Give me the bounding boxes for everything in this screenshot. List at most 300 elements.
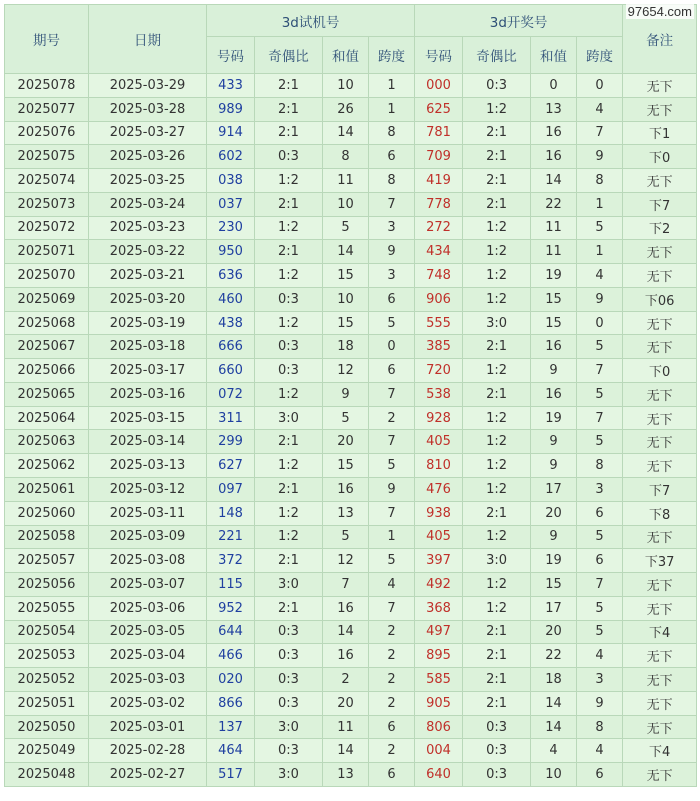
trial-number-cell: 438: [207, 311, 255, 335]
trial-sum-cell: 20: [323, 691, 369, 715]
draw-sum-cell: 9: [531, 454, 577, 478]
date-cell: 2025-03-07: [89, 573, 207, 597]
date-cell: 2025-03-25: [89, 169, 207, 193]
table-row: [5, 359, 697, 383]
draw-span-cell: 1: [577, 192, 623, 216]
trial-number-cell: 952: [207, 596, 255, 620]
draw-sum-cell: 15: [531, 287, 577, 311]
trial-span-cell: 7: [369, 382, 415, 406]
trial-sum-cell: 14: [323, 739, 369, 763]
period-cell: 2025058: [5, 525, 89, 549]
draw-span-cell: 5: [577, 620, 623, 644]
table-row: [5, 525, 697, 549]
remark-cell: 无下: [623, 763, 697, 787]
trial-sum-cell: 15: [323, 311, 369, 335]
trial-odd-even-cell: 0:3: [255, 359, 323, 383]
trial-odd-even-cell: 0:3: [255, 287, 323, 311]
trial-odd-even-cell: 3:0: [255, 763, 323, 787]
trial-span-cell: 9: [369, 478, 415, 502]
draw-number-cell: 000: [415, 74, 463, 98]
trial-span-cell: 2: [369, 691, 415, 715]
draw-number-cell: 640: [415, 763, 463, 787]
trial-span-cell: 7: [369, 192, 415, 216]
period-cell: 2025049: [5, 739, 89, 763]
draw-number-cell: 419: [415, 169, 463, 193]
trial-odd-even-cell: 3:0: [255, 573, 323, 597]
draw-odd-even-cell: 2:1: [463, 145, 531, 169]
table-row: [5, 192, 697, 216]
date-cell: 2025-03-24: [89, 192, 207, 216]
trial-number-cell: 311: [207, 406, 255, 430]
draw-number-cell: 397: [415, 549, 463, 573]
draw-sum-cell: 4: [531, 739, 577, 763]
trial-span-cell: 2: [369, 668, 415, 692]
trial-odd-even-cell: 2:1: [255, 192, 323, 216]
trial-sum-cell: 5: [323, 216, 369, 240]
remark-cell: 无下: [623, 311, 697, 335]
period-cell: 2025075: [5, 145, 89, 169]
date-cell: 2025-03-26: [89, 145, 207, 169]
table-row: [5, 335, 697, 359]
date-cell: 2025-02-27: [89, 763, 207, 787]
draw-span-cell: 3: [577, 668, 623, 692]
date-cell: 2025-03-16: [89, 382, 207, 406]
draw-sum-cell: 15: [531, 311, 577, 335]
trial-number-cell: 636: [207, 264, 255, 288]
draw-sum-cell: 14: [531, 691, 577, 715]
remark-cell: 下1: [623, 121, 697, 145]
table-row: [5, 739, 697, 763]
table-row: [5, 311, 697, 335]
trial-number-cell: 020: [207, 668, 255, 692]
trial-odd-even-cell: 2:1: [255, 97, 323, 121]
draw-sum-cell: 22: [531, 192, 577, 216]
header-period: 期号: [5, 5, 89, 74]
draw-span-cell: 6: [577, 549, 623, 573]
draw-span-cell: 5: [577, 382, 623, 406]
table-row: [5, 145, 697, 169]
draw-odd-even-cell: 2:1: [463, 691, 531, 715]
draw-number-cell: 781: [415, 121, 463, 145]
table-row: [5, 406, 697, 430]
draw-number-cell: 906: [415, 287, 463, 311]
remark-cell: 无下: [623, 335, 697, 359]
date-cell: 2025-03-20: [89, 287, 207, 311]
draw-span-cell: 7: [577, 359, 623, 383]
table-row: [5, 763, 697, 787]
table-row: [5, 430, 697, 454]
trial-odd-even-cell: 1:2: [255, 525, 323, 549]
draw-number-cell: 272: [415, 216, 463, 240]
draw-span-cell: 7: [577, 573, 623, 597]
date-cell: 2025-03-19: [89, 311, 207, 335]
date-cell: 2025-03-29: [89, 74, 207, 98]
trial-odd-even-cell: 0:3: [255, 644, 323, 668]
remark-cell: 无下: [623, 454, 697, 478]
trial-span-cell: 2: [369, 644, 415, 668]
trial-span-cell: 2: [369, 406, 415, 430]
table-row: [5, 74, 697, 98]
period-cell: 2025073: [5, 192, 89, 216]
draw-odd-even-cell: 2:1: [463, 501, 531, 525]
draw-span-cell: 5: [577, 430, 623, 454]
trial-number-cell: 666: [207, 335, 255, 359]
trial-number-cell: 466: [207, 644, 255, 668]
site-watermark: 97654.com: [627, 4, 692, 19]
draw-span-cell: 7: [577, 121, 623, 145]
header-trial-sum: 和值: [323, 37, 369, 74]
header-draw-odd-even: 奇偶比: [463, 37, 531, 74]
header-draw-number: 号码: [415, 37, 463, 74]
date-cell: 2025-02-28: [89, 739, 207, 763]
trial-sum-cell: 9: [323, 382, 369, 406]
period-cell: 2025055: [5, 596, 89, 620]
trial-sum-cell: 10: [323, 192, 369, 216]
trial-odd-even-cell: 3:0: [255, 715, 323, 739]
header-draw-group: 3d开奖号: [415, 5, 623, 37]
trial-sum-cell: 16: [323, 596, 369, 620]
trial-odd-even-cell: 2:1: [255, 596, 323, 620]
draw-sum-cell: 18: [531, 668, 577, 692]
header-draw-span: 跨度: [577, 37, 623, 74]
draw-sum-cell: 15: [531, 573, 577, 597]
draw-sum-cell: 16: [531, 145, 577, 169]
draw-odd-even-cell: 2:1: [463, 121, 531, 145]
period-cell: 2025074: [5, 169, 89, 193]
draw-sum-cell: 11: [531, 240, 577, 264]
draw-span-cell: 9: [577, 287, 623, 311]
draw-sum-cell: 14: [531, 169, 577, 193]
remark-cell: 无下: [623, 382, 697, 406]
draw-number-cell: 625: [415, 97, 463, 121]
date-cell: 2025-03-05: [89, 620, 207, 644]
draw-odd-even-cell: 3:0: [463, 549, 531, 573]
trial-span-cell: 5: [369, 454, 415, 478]
period-cell: 2025050: [5, 715, 89, 739]
draw-span-cell: 5: [577, 216, 623, 240]
remark-cell: 无下: [623, 264, 697, 288]
draw-number-cell: 748: [415, 264, 463, 288]
draw-odd-even-cell: 1:2: [463, 478, 531, 502]
trial-span-cell: 4: [369, 573, 415, 597]
draw-odd-even-cell: 3:0: [463, 311, 531, 335]
date-cell: 2025-03-03: [89, 668, 207, 692]
trial-number-cell: 866: [207, 691, 255, 715]
draw-sum-cell: 20: [531, 501, 577, 525]
period-cell: 2025062: [5, 454, 89, 478]
draw-odd-even-cell: 0:3: [463, 74, 531, 98]
remark-cell: 无下: [623, 691, 697, 715]
draw-sum-cell: 14: [531, 715, 577, 739]
trial-odd-even-cell: 2:1: [255, 74, 323, 98]
draw-odd-even-cell: 2:1: [463, 382, 531, 406]
trial-span-cell: 6: [369, 145, 415, 169]
draw-number-cell: 538: [415, 382, 463, 406]
trial-odd-even-cell: 1:2: [255, 454, 323, 478]
remark-cell: 下4: [623, 739, 697, 763]
period-cell: 2025061: [5, 478, 89, 502]
trial-sum-cell: 12: [323, 359, 369, 383]
trial-sum-cell: 5: [323, 525, 369, 549]
draw-odd-even-cell: 0:3: [463, 763, 531, 787]
date-cell: 2025-03-02: [89, 691, 207, 715]
trial-span-cell: 6: [369, 715, 415, 739]
draw-span-cell: 6: [577, 501, 623, 525]
draw-odd-even-cell: 1:2: [463, 525, 531, 549]
trial-sum-cell: 5: [323, 406, 369, 430]
draw-odd-even-cell: 2:1: [463, 335, 531, 359]
date-cell: 2025-03-12: [89, 478, 207, 502]
trial-odd-even-cell: 2:1: [255, 240, 323, 264]
trial-odd-even-cell: 0:3: [255, 335, 323, 359]
trial-span-cell: 1: [369, 97, 415, 121]
remark-cell: 下0: [623, 359, 697, 383]
trial-sum-cell: 16: [323, 644, 369, 668]
draw-span-cell: 0: [577, 311, 623, 335]
trial-number-cell: 989: [207, 97, 255, 121]
table-row: [5, 620, 697, 644]
draw-span-cell: 8: [577, 169, 623, 193]
date-cell: 2025-03-04: [89, 644, 207, 668]
trial-sum-cell: 13: [323, 501, 369, 525]
draw-number-cell: 928: [415, 406, 463, 430]
trial-odd-even-cell: 0:3: [255, 145, 323, 169]
remark-cell: 下4: [623, 620, 697, 644]
draw-odd-even-cell: 2:1: [463, 644, 531, 668]
draw-sum-cell: 19: [531, 406, 577, 430]
trial-odd-even-cell: 1:2: [255, 311, 323, 335]
period-cell: 2025072: [5, 216, 89, 240]
draw-number-cell: 368: [415, 596, 463, 620]
trial-odd-even-cell: 0:3: [255, 620, 323, 644]
draw-sum-cell: 10: [531, 763, 577, 787]
draw-span-cell: 0: [577, 74, 623, 98]
draw-sum-cell: 16: [531, 335, 577, 359]
draw-sum-cell: 22: [531, 644, 577, 668]
trial-sum-cell: 15: [323, 264, 369, 288]
date-cell: 2025-03-17: [89, 359, 207, 383]
trial-sum-cell: 26: [323, 97, 369, 121]
remark-cell: 下06: [623, 287, 697, 311]
draw-odd-even-cell: 1:2: [463, 359, 531, 383]
trial-number-cell: 627: [207, 454, 255, 478]
draw-sum-cell: 9: [531, 525, 577, 549]
trial-odd-even-cell: 1:2: [255, 264, 323, 288]
period-cell: 2025052: [5, 668, 89, 692]
date-cell: 2025-03-06: [89, 596, 207, 620]
remark-cell: 无下: [623, 74, 697, 98]
trial-odd-even-cell: 1:2: [255, 382, 323, 406]
remark-cell: 无下: [623, 573, 697, 597]
trial-odd-even-cell: 2:1: [255, 478, 323, 502]
date-cell: 2025-03-21: [89, 264, 207, 288]
draw-number-cell: 720: [415, 359, 463, 383]
trial-span-cell: 9: [369, 240, 415, 264]
draw-odd-even-cell: 2:1: [463, 620, 531, 644]
trial-odd-even-cell: 1:2: [255, 216, 323, 240]
draw-odd-even-cell: 2:1: [463, 668, 531, 692]
trial-span-cell: 7: [369, 596, 415, 620]
trial-span-cell: 1: [369, 74, 415, 98]
trial-number-cell: 037: [207, 192, 255, 216]
period-cell: 2025054: [5, 620, 89, 644]
period-cell: 2025057: [5, 549, 89, 573]
trial-number-cell: 299: [207, 430, 255, 454]
trial-number-cell: 115: [207, 573, 255, 597]
draw-sum-cell: 19: [531, 549, 577, 573]
trial-number-cell: 433: [207, 74, 255, 98]
trial-sum-cell: 14: [323, 121, 369, 145]
trial-sum-cell: 11: [323, 715, 369, 739]
date-cell: 2025-03-23: [89, 216, 207, 240]
draw-span-cell: 8: [577, 715, 623, 739]
draw-number-cell: 476: [415, 478, 463, 502]
table-row: [5, 549, 697, 573]
draw-odd-even-cell: 1:2: [463, 596, 531, 620]
draw-span-cell: 1: [577, 240, 623, 264]
date-cell: 2025-03-11: [89, 501, 207, 525]
trial-sum-cell: 11: [323, 169, 369, 193]
trial-odd-even-cell: 0:3: [255, 668, 323, 692]
draw-odd-even-cell: 1:2: [463, 430, 531, 454]
trial-number-cell: 460: [207, 287, 255, 311]
period-cell: 2025076: [5, 121, 89, 145]
draw-sum-cell: 9: [531, 430, 577, 454]
header-date: 日期: [89, 5, 207, 74]
table-row: [5, 691, 697, 715]
period-cell: 2025068: [5, 311, 89, 335]
draw-span-cell: 5: [577, 335, 623, 359]
period-cell: 2025069: [5, 287, 89, 311]
trial-sum-cell: 12: [323, 549, 369, 573]
period-cell: 2025063: [5, 430, 89, 454]
period-cell: 2025064: [5, 406, 89, 430]
period-cell: 2025065: [5, 382, 89, 406]
trial-sum-cell: 15: [323, 454, 369, 478]
trial-sum-cell: 8: [323, 145, 369, 169]
trial-number-cell: 137: [207, 715, 255, 739]
period-cell: 2025067: [5, 335, 89, 359]
draw-span-cell: 4: [577, 264, 623, 288]
table-row: [5, 287, 697, 311]
draw-number-cell: 405: [415, 525, 463, 549]
trial-number-cell: 072: [207, 382, 255, 406]
draw-number-cell: 905: [415, 691, 463, 715]
draw-number-cell: 385: [415, 335, 463, 359]
table-row: [5, 454, 697, 478]
date-cell: 2025-03-09: [89, 525, 207, 549]
header-draw-sum: 和值: [531, 37, 577, 74]
trial-sum-cell: 10: [323, 287, 369, 311]
trial-sum-cell: 20: [323, 430, 369, 454]
trial-odd-even-cell: 0:3: [255, 691, 323, 715]
period-cell: 2025066: [5, 359, 89, 383]
draw-odd-even-cell: 1:2: [463, 287, 531, 311]
trial-odd-even-cell: 2:1: [255, 549, 323, 573]
period-cell: 2025078: [5, 74, 89, 98]
trial-number-cell: 602: [207, 145, 255, 169]
period-cell: 2025048: [5, 763, 89, 787]
draw-sum-cell: 11: [531, 216, 577, 240]
draw-number-cell: 004: [415, 739, 463, 763]
table-row: [5, 216, 697, 240]
trial-number-cell: 097: [207, 478, 255, 502]
trial-sum-cell: 10: [323, 74, 369, 98]
date-cell: 2025-03-01: [89, 715, 207, 739]
trial-span-cell: 6: [369, 287, 415, 311]
remark-cell: 无下: [623, 430, 697, 454]
date-cell: 2025-03-28: [89, 97, 207, 121]
remark-cell: 无下: [623, 169, 697, 193]
draw-number-cell: 492: [415, 573, 463, 597]
draw-number-cell: 895: [415, 644, 463, 668]
remark-cell: 无下: [623, 97, 697, 121]
period-cell: 2025077: [5, 97, 89, 121]
table-row: [5, 501, 697, 525]
trial-odd-even-cell: 3:0: [255, 406, 323, 430]
draw-number-cell: 555: [415, 311, 463, 335]
trial-number-cell: 644: [207, 620, 255, 644]
table-row: [5, 169, 697, 193]
trial-sum-cell: 18: [323, 335, 369, 359]
trial-number-cell: 660: [207, 359, 255, 383]
trial-number-cell: 038: [207, 169, 255, 193]
remark-cell: 无下: [623, 668, 697, 692]
trial-span-cell: 3: [369, 216, 415, 240]
date-cell: 2025-03-08: [89, 549, 207, 573]
draw-span-cell: 3: [577, 478, 623, 502]
trial-sum-cell: 14: [323, 620, 369, 644]
draw-span-cell: 8: [577, 454, 623, 478]
trial-number-cell: 950: [207, 240, 255, 264]
remark-cell: 下37: [623, 549, 697, 573]
trial-sum-cell: 7: [323, 573, 369, 597]
trial-number-cell: 148: [207, 501, 255, 525]
draw-odd-even-cell: 1:2: [463, 240, 531, 264]
period-cell: 2025051: [5, 691, 89, 715]
trial-span-cell: 7: [369, 501, 415, 525]
date-cell: 2025-03-27: [89, 121, 207, 145]
trial-span-cell: 0: [369, 335, 415, 359]
trial-number-cell: 517: [207, 763, 255, 787]
draw-odd-even-cell: 1:2: [463, 454, 531, 478]
draw-span-cell: 9: [577, 691, 623, 715]
draw-sum-cell: 20: [531, 620, 577, 644]
date-cell: 2025-03-18: [89, 335, 207, 359]
remark-cell: 无下: [623, 596, 697, 620]
date-cell: 2025-03-14: [89, 430, 207, 454]
trial-span-cell: 3: [369, 264, 415, 288]
draw-span-cell: 5: [577, 596, 623, 620]
draw-span-cell: 7: [577, 406, 623, 430]
trial-number-cell: 221: [207, 525, 255, 549]
table-row: [5, 382, 697, 406]
remark-cell: 下7: [623, 192, 697, 216]
date-cell: 2025-03-22: [89, 240, 207, 264]
trial-span-cell: 6: [369, 359, 415, 383]
draw-number-cell: 709: [415, 145, 463, 169]
draw-span-cell: 4: [577, 97, 623, 121]
remark-cell: 下8: [623, 501, 697, 525]
remark-cell: 下2: [623, 216, 697, 240]
draw-span-cell: 4: [577, 739, 623, 763]
period-cell: 2025071: [5, 240, 89, 264]
table-row: [5, 121, 697, 145]
trial-span-cell: 5: [369, 549, 415, 573]
draw-sum-cell: 16: [531, 121, 577, 145]
trial-number-cell: 914: [207, 121, 255, 145]
draw-number-cell: 806: [415, 715, 463, 739]
